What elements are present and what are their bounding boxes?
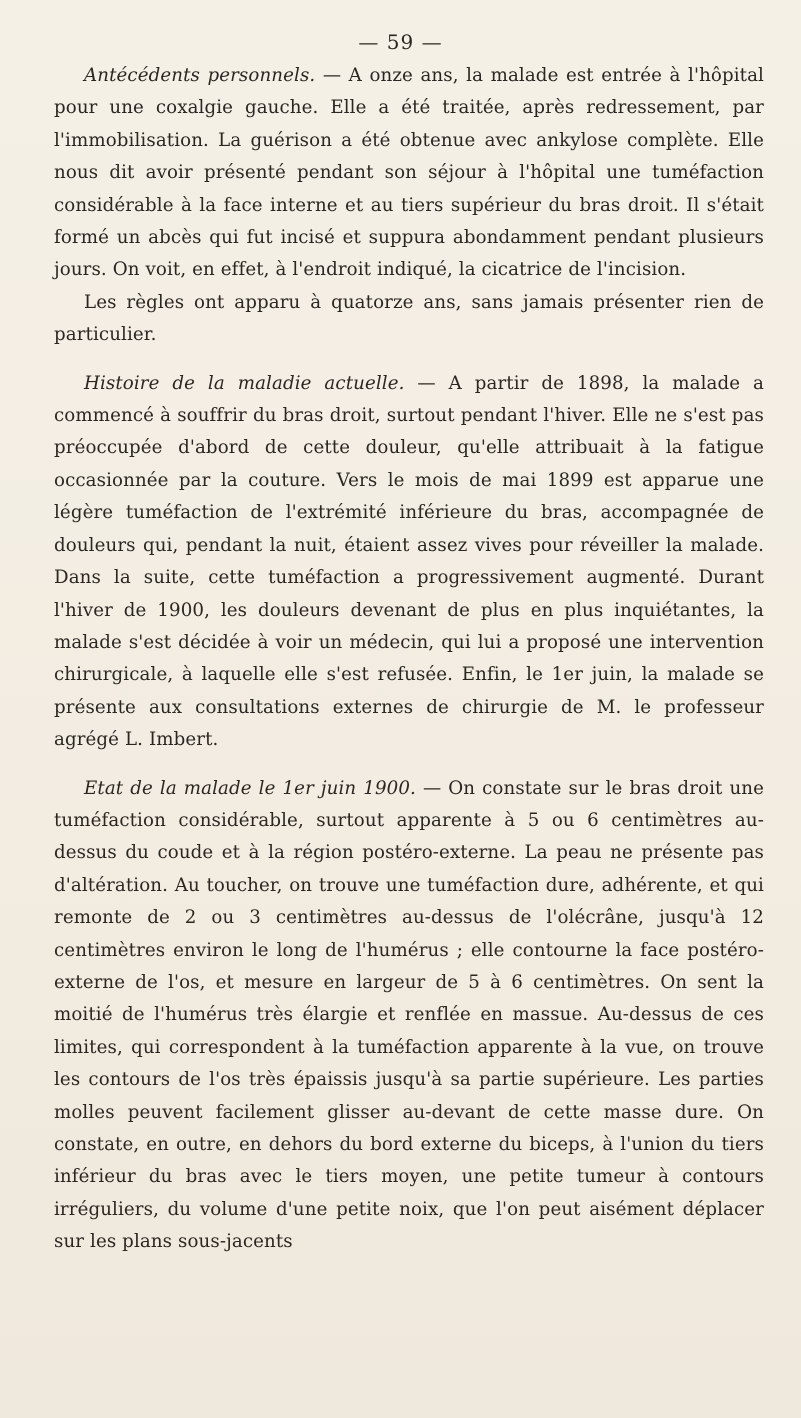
paragraph-text: — A onze ans, la malade est entrée à l'hôpital pour une coxalgie gauche. Elle a été traitée, après redressement, par l'immobilisation. La guérison a été obtenue avec ankylose complète. Elle nous dit avoir présenté pendant son séjour à l'hôpital une tuméfaction considérable à la face interne et au tiers supérieur du bras droit. Il s'était formé un abcès qui fut incisé et suppura abondamment pendant plusieurs jours. On voit, en effet, à l'endroit indiqué, la cicatrice de l'incision. <box>54 65 764 281</box>
paragraph-heading: Antécédents personnels. <box>84 65 316 86</box>
paragraph-antecedents <box>54 60 764 287</box>
paragraph-etat <box>54 773 764 1259</box>
paragraph-histoire <box>54 368 764 757</box>
paragraph-text: — A partir de 1898, la malade a commencé à souffrir du bras droit, surtout pendant l'hiver. Elle ne s'est pas préoccupée d'abord de cette douleur, qu'elle attribuait à la fatigue occasionnée par la couture. Vers le mois de mai 1899 est apparue une légère tuméfaction de l'extrémité inférieure du bras, accompagnée de douleurs qui, pendant la nuit, étaient assez vives pour réveiller la malade. Dans la suite, cette tuméfaction a progressivement augmenté. Durant l'hiver de 1900, les douleurs devenant de plus en plus inquiétantes, la malade s'est décidée à voir un médecin, qui lui a proposé une intervention chirurgicale, à laquelle elle s'est refusée. Enfin, le 1er juin, la malade se présente aux consultations externes de chirurgie de M. le professeur agrégé L. Imbert. <box>54 372 764 751</box>
paragraph-heading: Histoire de la maladie actuelle. <box>84 372 405 394</box>
paragraph-regles <box>54 287 764 352</box>
paragraph-text: — On constate sur le bras droit une tuméfaction considérable, surtout apparente à 5 ou 6 centimètres au-dessus du coude et à la région postéro-externe. La peau ne présente pas d'altération. Au toucher, on trouve une tuméfaction dure, adhérente, et qui remonte de 2 ou 3 centimètres au-dessus de l'olécrâne, jusqu'à 12 centimètres environ le long de l'humérus ; elle contourne la face postéro-externe de l'os, et mesure en largeur de 5 à 6 centimètres. On sent la moitié de l'humérus très élargie et renflée en massue. Au-dessus de ces limites, qui correspondent à la tuméfaction apparente à la vue, on trouve les contours de l'os très épaissis jusqu'à sa partie supérieure. Les parties molles peuvent facilement glisser au-devant de cette masse dure. On constate, en outre, en dehors du bord externe du biceps, à l'union du tiers inférieur du bras avec le tiers moyen, une petite tumeur à contours irréguliers, du volume d'une petite noix, que l'on peut aisément déplacer sur les plans sous-jacents <box>54 777 765 1253</box>
page-number: — 59 — <box>358 30 443 54</box>
paragraph-heading: Etat de la malade le 1er juin 1900. <box>84 777 416 799</box>
body-text <box>54 60 764 1259</box>
paragraph-text: Les règles ont apparu à quatorze ans, sans jamais présenter rien de particulier. <box>54 291 764 346</box>
